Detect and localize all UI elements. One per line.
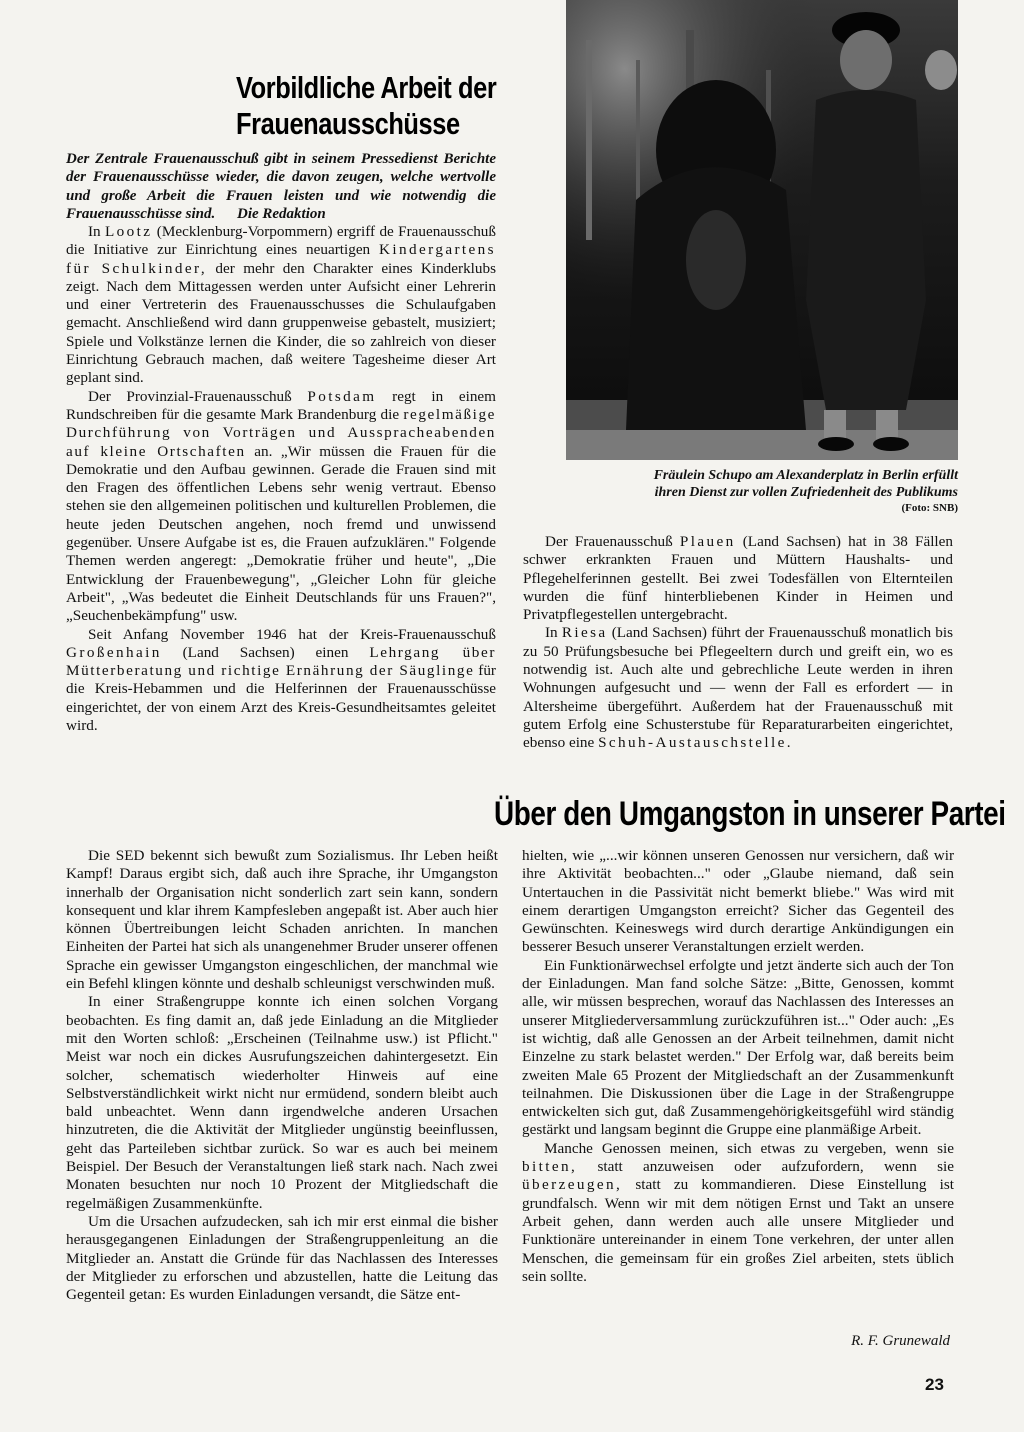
- article1-right-column: [523, 533, 953, 753]
- article2-title: Über den Umgangston in unserer Partei: [494, 795, 1006, 833]
- paragraph-ursachen: Um die Ursachen aufzudecken, sah ich mir erst einmal die bisher herausgegangenen Einladungen der Straßengruppenleitung an die Mitglieder an. Anstatt die Gründe für das Nachlassen des Interesses der Mitglieder zu erforschen und abzustellen, hatte die Leitung das Gegenteil getan: Es wurden Einladungen versandt, die Sätze ent-: [66, 1212, 498, 1304]
- intro-text: Der Zentrale Frauenausschuß gibt in seinem Pressedienst Berichte der Frauenausschüsse wieder, die davon zeugen, welche wertvolle und große Arbeit die Frauen leisten und wie notwendig die Frauenausschüsse sind.: [66, 151, 496, 222]
- photo-caption: [566, 467, 958, 501]
- spaced-phrase-vortraege: regelmäßige Durchführung von Vorträgen und Ausspracheabenden auf kleine Ortschaften: [66, 405, 496, 460]
- paragraph-hielten: hielten, wie „...wir können unseren Genossen nur versichern, daß wir ihre Aktivität beobachten..." oder „Glaube niemand, daß sein Untertauchen in die Passivität nicht bemerkt bliebe." Was wird mit einem derartigen Umgangston erreicht? Sicher das Gegenteil des Gewünschten. Keineswegs wird durch derartige Ankündigungen ein besserer Besuch unserer Veranstaltungen erzielt werden.: [522, 847, 954, 956]
- photo-policewoman-alexanderplatz: [566, 0, 958, 460]
- article1-title-line2: Frauenausschüsse: [236, 106, 460, 141]
- paragraph-potsdam: Der Provinzial-Frauenausschuß Potsdam regt in einem Rundschreiben für die gesamte Mark Brandenburg die regelmäßige Durchführung von Vorträgen und Ausspracheabenden auf kleine Ortschaften an. „Wir müssen die Frauen für die Demokratie und den Aufbau gewinnen. Gerade die Frauen sind mit den Fragen des öffentlichen Lebens sehr wenig vertraut. Ebenso stehen sie den allgemeinen politischen und kulturellen Problemen, die heute jeden Deutschen angehen, noch fremd und unwissend gegenüber. Unsere Aufgabe ist es, die Frauen aufzuklären." Folgende Themen werden angeregt: „Demokratie früher und heute", „Die Entwicklung der Frauenbewegung", „Gleicher Lohn für gleiche Arbeit", „Was bedeutet die Einheit Deutschlands für uns Frauen?", „Seuchenbekämpfung" usw.: [66, 387, 497, 625]
- photo-credit: (Foto: SNB): [901, 502, 958, 514]
- article1-intro: [66, 150, 496, 223]
- author-signature: R. F. Grunewald: [851, 1333, 950, 1349]
- article2-left-column: [66, 847, 498, 1304]
- article1-title-line1: Vorbildliche Arbeit der: [236, 70, 497, 105]
- spaced-phrase-lehrgang: Lehrgang über Mütterberatung und richtige Ernährung der Säuglinge: [66, 643, 496, 680]
- paragraph-strassengruppe: In einer Straßengruppe konnte ich einen solchen Vorgang beobachten. Es fing damit an, daß jede Einladung an die Mitglieder mit den Worten schloß: „Erscheinen (Teilnahme usw.) ist Pflicht." Meist war noch ein dickes Ausrufungszeichen dahintergesetzt. Ein solcher, schematisch wiederholter Hinweis auf eine Selbstverständlichkeit wirkt nicht nur ermüdend, sondern bleibt auch bald unbeachtet. Wenn dann irgendwelche anderen Ursachen hinzutreten, die die Aktivität der Mitglieder ungünstig beeinflussen, geht das Parteileben sichtbar zurück. So war es auch bei meinem Beispiel. Der Besuch der Veranstaltungen ließ stark nach. Nach zwei Monaten besuchten nur noch 10 Prozent der Mitgliedschaft die regelmäßigen Zusammenkünfte.: [66, 993, 498, 1212]
- paragraph-funktionaerwechsel: Ein Funktionärwechsel erfolgte und jetzt änderte sich auch der Ton der Einladungen. Man fand solche Sätze: „Bitte, Genossen, kommt alle, wir müssen besprechen, worauf das Nachlassen des Interesses an unserer Mitgliederversammlung zurückzuführen ist..." Oder auch: „Es ist wichtig, daß alle Genossen an der Arbeit teilnehmen, damit nicht Einzelne zu stark belastet werden." Der Erfolg war, daß bereits beim zweiten Male 65 Prozent der Mitgliedschaft an der Zusammenkunft teilnahmen. Die Diskussionen über die Lage in der Straßengruppe entwickelten sich gut, daß Zusammengehörigkeitsgefühl wird ständig gestärkt und langsam beginnt die Gruppe eine planmäßige Arbeit.: [522, 956, 954, 1139]
- place-grossenhain: Großenhain: [66, 643, 162, 661]
- place-riesa: Riesa: [561, 624, 608, 642]
- place-lootz: Lootz: [105, 223, 153, 240]
- photo-image: [566, 0, 958, 460]
- place-potsdam: Potsdam: [307, 387, 377, 405]
- spaced-phrase-schuh: Schuh-Austauschstelle.: [598, 734, 794, 752]
- spaced-phrase-kindergarten: Kindergartens für Schulkinder,: [66, 241, 496, 277]
- intro-signature: Die Redaktion: [236, 205, 326, 222]
- spaced-word-bitten: bitten,: [522, 1158, 578, 1176]
- paragraph-genossen: Manche Genossen meinen, sich etwas zu vergeben, wenn sie bitten, statt anzuweisen oder aufzufordern, wenn sie überzeugen, statt zu kommandieren. Diese Einstellung ist grundfalsch. Wenn wir mit dem nötigen Ernst und Takt an unsere Arbeit gehen, dann werden auch alle unsere Mitglieder und Funktionäre untereinander in einem Tone verkehren, der unter allen Menschen, die gemeinsam für ein großes Ziel arbeiten, stets üblich sein sollte.: [522, 1139, 954, 1285]
- paragraph-plauen: Der Frauenausschuß Plauen (Land Sachsen) hat in 38 Fällen schwer erkrankten Frauen und Müttern Haushalts- und Pflegehelferinnen gestellt. Bei zwei Todesfällen von Elternteilen wurden die fünf hinterbliebenen Kinder in Heimen und Privatpflegestellen untergebracht.: [523, 533, 953, 624]
- page-number: 23: [925, 1375, 944, 1394]
- paragraph-riesa: In Riesa (Land Sachsen) führt der Frauenausschuß monatlich bis zu 50 Prüfungsbesuche bei Pflegeeltern durch und greift ein, wo es notwendig ist. Auch alte und gebrechliche Leute werden in ihren Wohnungen aufgesucht und — wenn der Fall es erfordert — in Altersheime übergeführt. Außerdem hat der Frauenausschuß mit gutem Erfolg eine Schusterstube für Reparaturarbeiten eingerichtet, ebenso eine Schuh-Austauschstelle.: [523, 624, 953, 752]
- caption-line2: ihren Dienst zur vollen Zufriedenheit des Publikums: [654, 485, 958, 500]
- article2-right-column: [522, 847, 954, 1286]
- caption-line1: Fräulein Schupo am Alexanderplatz in Berlin erfüllt: [653, 468, 958, 483]
- place-plauen: Plauen: [679, 533, 736, 550]
- spaced-word-ueberzeugen: überzeugen,: [522, 1176, 623, 1194]
- paragraph-lootz: In Lootz (Mecklenburg-Vorpommern) ergriff de Frauenausschuß die Initiative zur Einrichtung eines neuartigen Kindergartens für Schulkinder, der mehr den Charakter eines Kinderklubs zeigt. Nach dem Mittagessen werden unter Aufsicht einer Lehrerin und einer Vertreterin des Frauenausschusses die Schulaufgaben gemacht. Anschließend wird dann gruppenweise gebastelt, musiziert; Spiele und Volkstänze lernen die Kinder, die so zahlreich von dieser Einrichtung Gebrauch machen, daß weitere Tagesheime dieser Art geplant sind.: [66, 223, 496, 387]
- article1-left-column: [66, 223, 496, 735]
- paragraph-sed: Die SED bekennt sich bewußt zum Sozialismus. Ihr Leben heißt Kampf! Daraus ergibt sich, daß auch ihre Sprache, ihr Umgangston innerhalb der Organisation nicht sonderlich zart sein kann, sondern konsequent und klar ihrem Kampfesleben angepaßt ist. Aber auch hier können Übertreibungen leicht Schaden anrichten. In manchen Einheiten der Partei hat sich als unangenehmer Bruder unserer offenen Sprache ein gewisser Umgangston eingeschlichen, der manchmal wie ein Befehl klingen könnte und deshalb schleunigst verschwinden muß.: [66, 847, 498, 993]
- paragraph-grossenhain: Seit Anfang November 1946 hat der Kreis-Frauenausschuß Großenhain (Land Sachsen) einen Lehrgang über Mütterberatung und richtige Ernährung der Säuglinge für die Kreis-Hebammen und die Helferinnen der Frauenausschüsse eingerichtet, der von einem Arzt des Kreis-Gesundheitsamtes geleitet wird.: [66, 625, 496, 735]
